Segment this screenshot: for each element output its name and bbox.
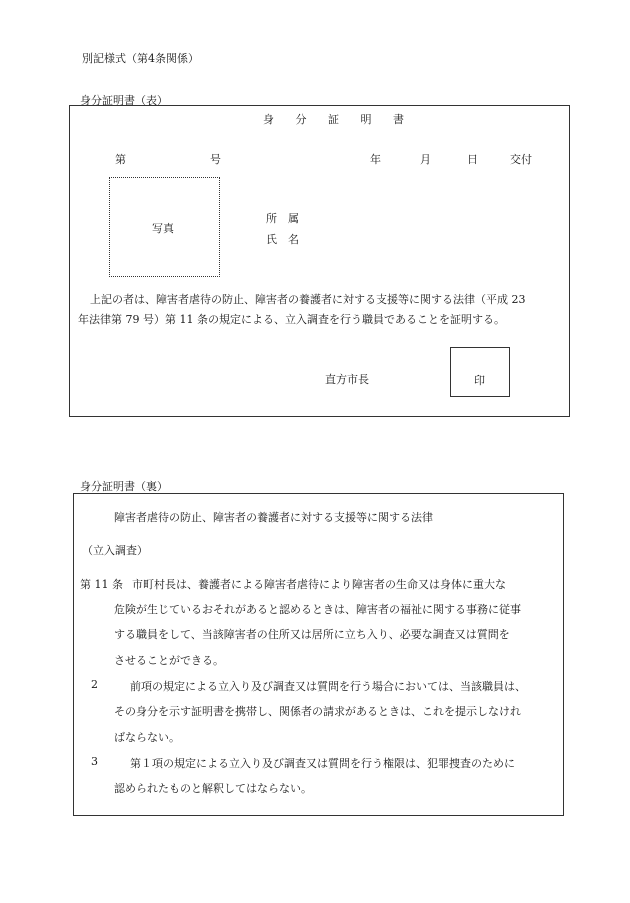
certification-line-1: 上記の者は、障害者虐待の防止、障害者の養護者に対する支援等に関する法律（平成 23: [90, 293, 526, 306]
number-suffix: 号: [210, 153, 221, 166]
date-issued: 交付: [510, 153, 532, 166]
name-label: 氏 名: [266, 233, 299, 246]
front-card: [69, 105, 570, 417]
form-label: 別記様式（第4条関係）: [82, 52, 199, 65]
seal-box: [450, 347, 510, 397]
seal-label: 印: [474, 374, 485, 387]
front-heading: 身分証明書（表）: [80, 94, 168, 107]
photo-label: 写真: [152, 222, 174, 235]
section-caption: （立入調査）: [82, 544, 148, 557]
certification-line-2: 年法律第 79 号）第 11 条の規定による、立入調査を行う職員であることを証明する。: [78, 313, 505, 326]
back-heading: 身分証明書（裏）: [80, 480, 168, 493]
issuer: 直方市長: [325, 373, 369, 386]
paragraph-2-line-1: 前項の規定による立入り及び調査又は質問を行う場合においては、当該職員は、: [130, 680, 526, 693]
article-label: 第 11 条: [80, 578, 123, 591]
date-day: 日: [467, 153, 478, 166]
photo-box: [109, 177, 220, 277]
back-card: [73, 493, 564, 816]
paragraph-2-line-3: ばならない。: [114, 731, 180, 744]
paragraph-3-line-1: 第１項の規定による立入り及び調査又は質問を行う権限は、犯罪捜査のために: [130, 757, 515, 770]
paragraph-2-line-2: その身分を示す証明書を携帯し、関係者の請求があるときは、これを提示しなけれ: [114, 705, 521, 718]
date-year: 年: [370, 153, 381, 166]
paragraph-3-number: 3: [91, 755, 98, 768]
card-title: 身 分 証 明 書: [263, 113, 413, 126]
article-line-2: 危険が生じているおそれがあると認めるときは、障害者の福祉に関する事務に従事: [114, 603, 521, 616]
number-prefix: 第: [115, 153, 126, 166]
article-line-1: 市町村長は、養護者による障害者虐待により障害者の生命又は身体に重大な: [132, 578, 506, 591]
paragraph-2-number: 2: [91, 678, 98, 691]
paragraph-3-line-2: 認められたものと解釈してはならない。: [114, 782, 312, 795]
date-month: 月: [420, 153, 431, 166]
law-title: 障害者虐待の防止、障害者の養護者に対する支援等に関する法律: [114, 511, 433, 524]
article-line-4: させることができる。: [114, 654, 224, 667]
affiliation-label: 所 属: [266, 212, 299, 225]
article-line-3: する職員をして、当該障害者の住所又は居所に立ち入り、必要な調査又は質問を: [114, 628, 510, 641]
